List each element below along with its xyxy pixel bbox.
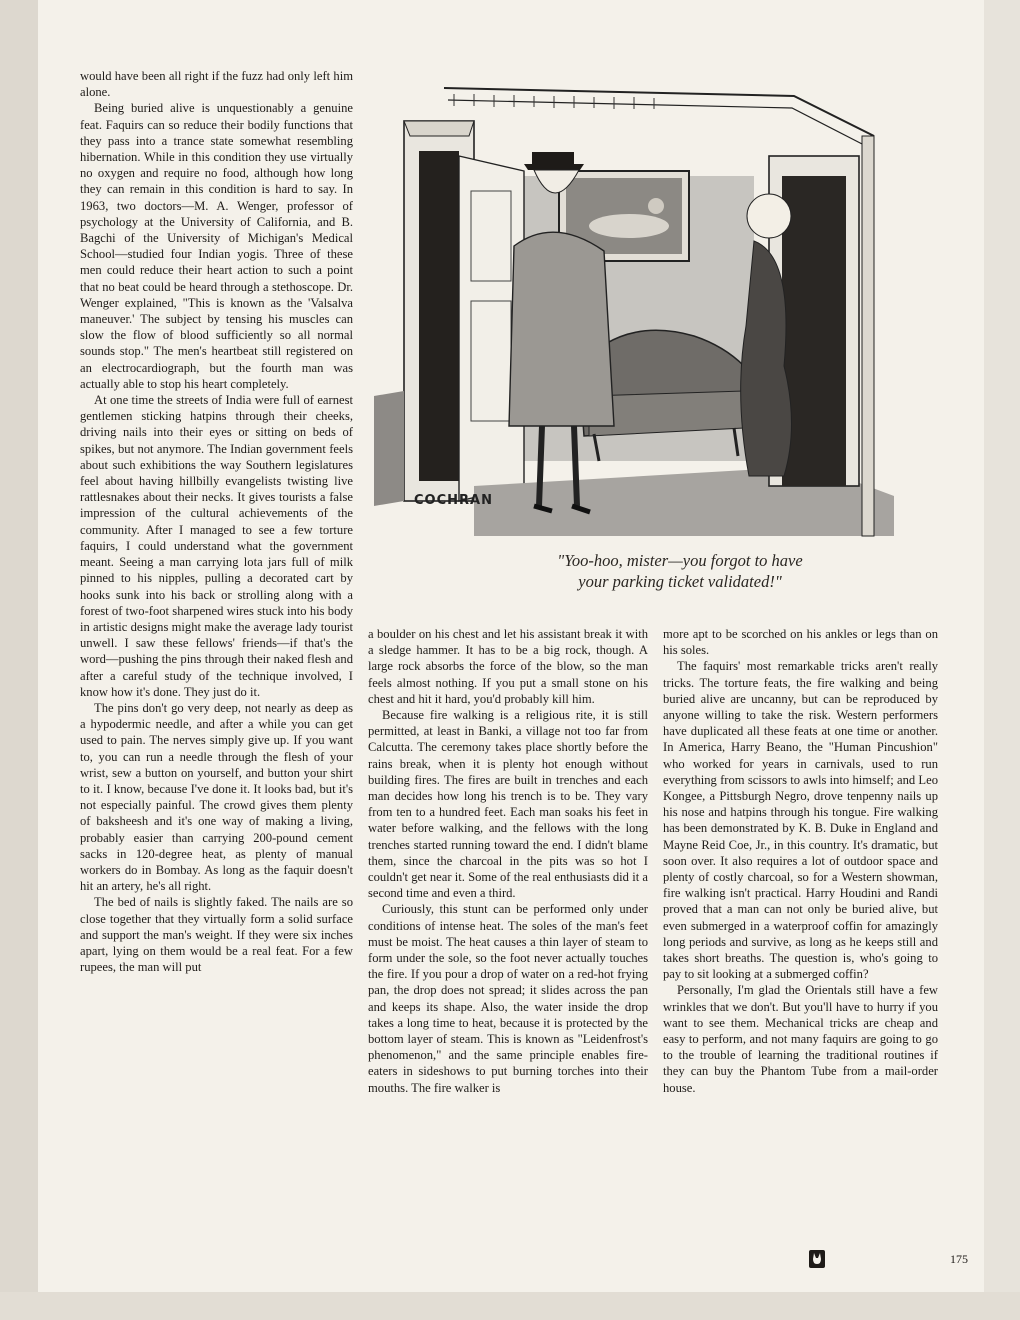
article-column-1 (80, 68, 353, 975)
article-column-3 (663, 626, 938, 1096)
paragraph: The faquirs' most remarkable tricks aren't really tricks. The torture feats, the fire walking and being buried alive are uncanny, but can be reproduced by anyone willing to take the risk. Western performers have duplicated all these feats at one time or another. In America, Harry Beano, the "Human Pincushion" who worked for years in carnivals, used to run everything from scissors to awls into himself; and Leo Kongee, a Pittsburgh Negro, drove tenpenny nails up his nose and hatpins through his tongue. Fire walking has been demonstrated by K. B. Duke in England and Mayne Reid Coe, Jr., in this country. It's dramatic, but soon over. It also requires a lot of outdoor space and plenty of costly charcoal, so for a Western showman, fire walking isn't practical. Harry Houdini and Randi proved that a man can not only be buried alive, but even submerged in a waterproof coffin for amazingly long periods and survive, as long as he keeps still and takes short breaths. The question is, who's going to pay to sit looking at a submerged coffin? (663, 659, 938, 982)
paragraph: Curiously, this stunt can be performed only under conditions of intense heat. The soles of the man's feet must be moist. The heat causes a thin layer of steam to form under the sole, so the foot never actually touches the fire. If you pour a drop of water on a red-hot frying pan, the drop does not spread; it slides across the pan and keeps its shape. Also, the water inside the drop takes a long time to heat, because it is protected by the bottom layer of steam. This is known as "Leidenfrost's phenomenon," and the same principle enables fire-eaters in sideshows to put burning torches into their mouths. The fire walker is (368, 902, 648, 1095)
caption-line-1: "Yoo-hoo, mister—you forgot to have (557, 551, 803, 570)
paragraph: At one time the streets of India were full of earnest gentlemen sticking hatpins through their cheeks, driving nails into their eyes or sitting on beds of spikes, but not anymore. The Indian government feels about such exhibitions the way Southern legislatures feel about having hillbilly evangelists twisting live rattlesnakes about their necks. It gives tourists a false impression of the cultural achievements of the community. After I managed to see a few torture faquirs, I could understand what the government meant. Seeing a man carrying lota jars full of milk pinned to his nipples, pulling a decorated cart by hooks sunk into his back or strolling along with a forest of two-foot sharpened wires stuck into his body in artistic designs might make the average lady tourist unwell. I saw these fellows' friends—if that's the word—pushing the pins through their naked flesh and after a careful study of the technique involved, I know how it's done. They just do it. (80, 393, 353, 699)
cartoon-caption (470, 550, 890, 592)
paragraph: Being buried alive is unquestionably a genuine feat. Faquirs can so reduce their bodily functions that they pass into a trance state somewhat resembling hibernation. While in this condition they use virtually no oxygen and require no food, although how long they can remain in this condition is hard to say. In 1963, two doctors—M. A. Wenger, professor of psychology at the University of California, and B. Bagchi of the University of Michigan's Medical School—studied four Indian yogis. Three of these men could reduce their heart action to such a point that no beat could be heard through a stethoscope. Dr. Wenger explained, "This is known as the 'Valsalva maneuver.' The subject by tensing his muscles can slow the flow of blood sufficiently so all normal sounds stop." The men's heartbeat still registered on an electrocardiograph, but the fourth man was actually able to stop his heart completely. (80, 101, 353, 391)
bottom-page-gutter (0, 1292, 1020, 1320)
left-page-gutter (0, 0, 38, 1320)
cartoonist-signature: COCHRAN (414, 493, 493, 508)
article-column-2 (368, 626, 648, 1096)
paragraph: a boulder on his chest and let his assistant break it with a sledge hammer. It has to be a big rock, though. A large rock absorbs the force of the blow, so the man feels almost nothing. If you put a small stone on his chest and hit it hard, you'd probably kill him. (368, 627, 648, 706)
paragraph: The bed of nails is slightly faked. The nails are so close together that they virtually form a solid surface and support the man's weight. If they were six inches apart, lying on them would be a real feat. For a few rupees, the man will put (80, 895, 353, 975)
page-number: 175 (950, 1252, 968, 1266)
rabbit-head-icon (809, 1250, 825, 1268)
cartoon-drawing (374, 66, 948, 544)
paragraph: would have been all right if the fuzz had only left him alone. (80, 69, 353, 100)
right-page-gutter (984, 0, 1020, 1320)
paragraph: more apt to be scorched on his ankles or legs than on his soles. (663, 627, 938, 658)
paragraph: Personally, I'm glad the Orientals still have a few wrinkles that we don't. But you'll have to hurry if you want to see them. Mechanical tricks are cheap and easy to perform, and not many faquirs are going to go to the trouble of learning the traditional routines if they can buy the Phantom Tube from a mail-order house. (663, 983, 938, 1095)
paragraph: Because fire walking is a religious rite, it is still permitted, at least in Banki, a village not too far from Calcutta. The ceremony takes place shortly before the rains break, when it is plenty hot enough without building fires. The fires are built in trenches and each man decides how long his trench is to be. They vary from ten to a hundred feet. Each man soaks his feet in water before walking, and the fellows with the long trenches started running toward the end. I didn't blame them, since the charcoal in the pits was so hot I couldn't get near it. Some of the real enthusiasts did it a second time and even a third. (368, 708, 648, 901)
paragraph: The pins don't go very deep, not nearly as deep as a hypodermic needle, and after a while you can get used to pain. The nerves simply give up. If you want to, you can run a needle through the flesh of your wrist, sew a button on yourself, and button your shirt to it. I know, because I've done it. It looks bad, but it's not especially painful. The crowd gives them plenty of baksheesh and it's one way of making a living, probably easier than carrying 200-pound cement sacks in 120-degree heat, as plenty of manual workers do in Bombay. As long as the faquir doesn't hit an artery, he's all right. (80, 700, 353, 894)
cartoon-illustration (374, 66, 948, 544)
caption-line-2: your parking ticket validated!" (578, 572, 782, 591)
